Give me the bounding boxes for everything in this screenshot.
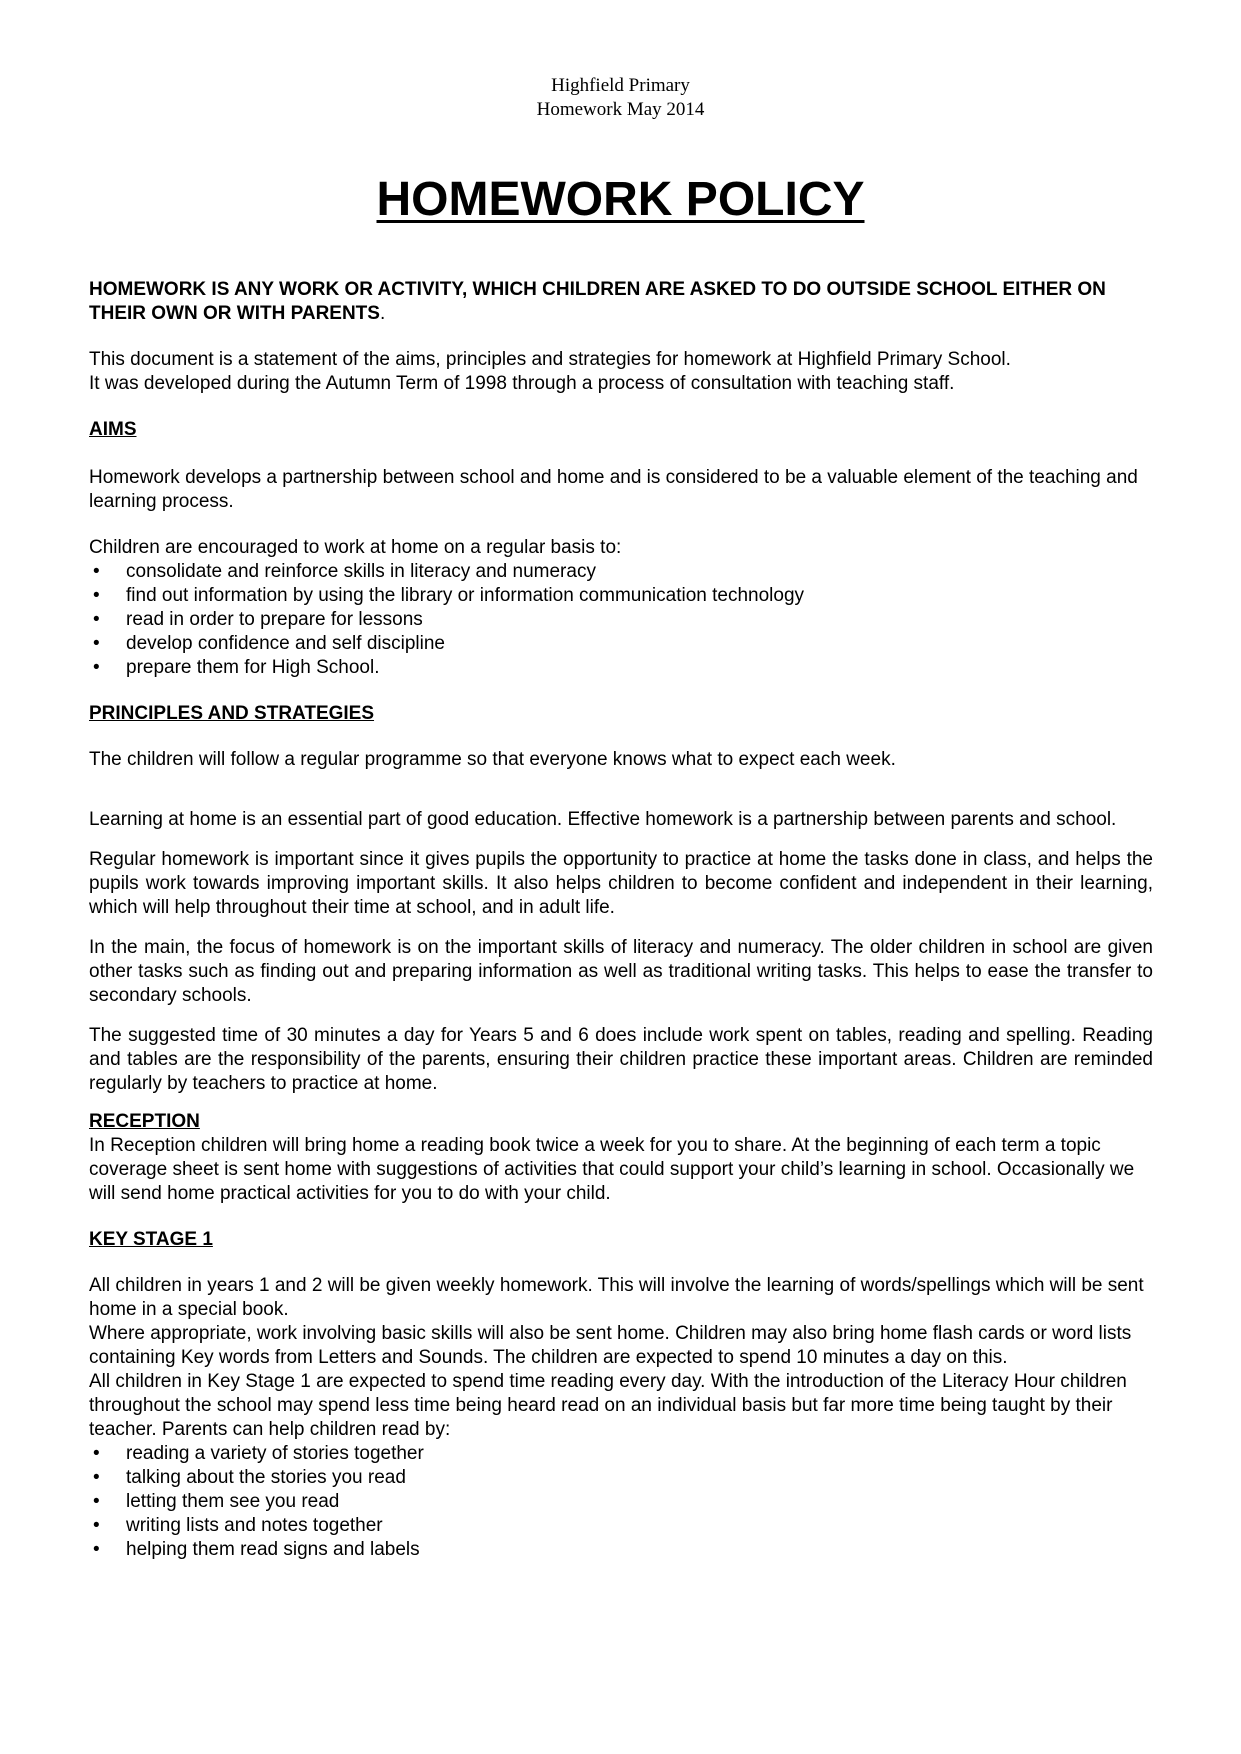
list-item: • talking about the stories you read (89, 1466, 1153, 1490)
document-body (89, 278, 1153, 1562)
ks1-paragraph-2: Where appropriate, work involving basic skills will also be sent home. Children may also bring home flash cards or word lists containing Key words from Letters and Sounds. The children are expected to spend 10 minutes a day on this. (89, 1323, 1132, 1368)
list-item: • read in order to prepare for lessons (89, 608, 1153, 632)
ks1-paragraph-1: All children in years 1 and 2 will be given weekly homework. This will involve the learning of words/spellings which will be sent home in a special book. (89, 1275, 1144, 1320)
principles-paragraph-4: In the main, the focus of homework is on the important skills of literacy and numeracy. The older children in school are given other tasks such as finding out and preparing information as well as traditional writing tasks. This helps to ease the transfer to secondary schools. (89, 937, 1153, 1006)
list-item: • helping them read signs and labels (89, 1538, 1153, 1562)
aims-list (89, 560, 1153, 680)
principles-heading: PRINCIPLES AND STRATEGIES (89, 703, 375, 724)
reception-heading: RECEPTION (89, 1111, 200, 1132)
homework-definition-text: HOMEWORK IS ANY WORK OR ACTIVITY, WHICH CHILDREN ARE ASKED TO DO OUTSIDE SCHOOL EITHER ON THEIR OWN OR WITH PARENTS (89, 279, 1106, 324)
document-date: Homework May 2014 (536, 99, 705, 120)
principles-paragraph-5: The suggested time of 30 minutes a day for Years 5 and 6 does include work spent on tables, reading and spelling. Reading and tables are the responsibility of the parents, ensuring their children practice these important areas. Children are reminded regularly by teachers to practice at home. (89, 1025, 1153, 1094)
homework-definition (89, 278, 1153, 326)
ks1-reading-list (89, 1442, 1153, 1562)
list-item: • develop confidence and self discipline (89, 632, 1153, 656)
list-item: • reading a variety of stories together (89, 1442, 1153, 1466)
aims-heading: AIMS (89, 419, 137, 440)
ks1-heading: KEY STAGE 1 (89, 1229, 213, 1250)
statement-line-1: This document is a statement of the aims, principles and strategies for homework at Highfield Primary School. (89, 349, 1011, 370)
reception-paragraph: In Reception children will bring home a reading book twice a week for you to share. At the beginning of each term a topic coverage sheet is sent home with suggestions of activities that could support your child’s learning in school. Occasionally we will send home practical activities for you to do with your child. (89, 1135, 1135, 1204)
list-item: • consolidate and reinforce skills in literacy and numeracy (89, 560, 1153, 584)
principles-paragraph-2: Learning at home is an essential part of good education. Effective homework is a partnership between parents and school. (89, 809, 1117, 830)
list-item: • find out information by using the library or information communication technology (89, 584, 1153, 608)
school-name: Highfield Primary (551, 75, 690, 96)
list-item: • prepare them for High School. (89, 656, 1153, 680)
aims-paragraph: Homework develops a partnership between school and home and is considered to be a valuable element of the teaching and learning process. (89, 467, 1138, 512)
principles-paragraph-3: Regular homework is important since it gives pupils the opportunity to practice at home the tasks done in class, and helps the pupils work towards improving important skills. It also helps children to become confident and independent in their learning, which will help throughout their time at school, and in adult life. (89, 849, 1153, 918)
list-item: • writing lists and notes together (89, 1514, 1153, 1538)
page-title (0, 172, 1241, 228)
ks1-paragraph-3: All children in Key Stage 1 are expected to spend time reading every day. With the introduction of the Literacy Hour children throughout the school may spend less time being heard read on an individual basis but far more time being taught by their teacher. Parents can help children read by: (89, 1371, 1127, 1440)
statement-line-2: It was developed during the Autumn Term of 1998 through a process of consultation with teaching staff. (89, 373, 955, 394)
principles-paragraph-1: The children will follow a regular programme so that everyone knows what to expect each week. (89, 749, 896, 770)
homework-definition-period: . (379, 303, 386, 324)
aims-lead: Children are encouraged to work at home on a regular basis to: (89, 537, 622, 558)
list-item: • letting them see you read (89, 1490, 1153, 1514)
page-title-text: HOMEWORK POLICY (376, 173, 865, 226)
